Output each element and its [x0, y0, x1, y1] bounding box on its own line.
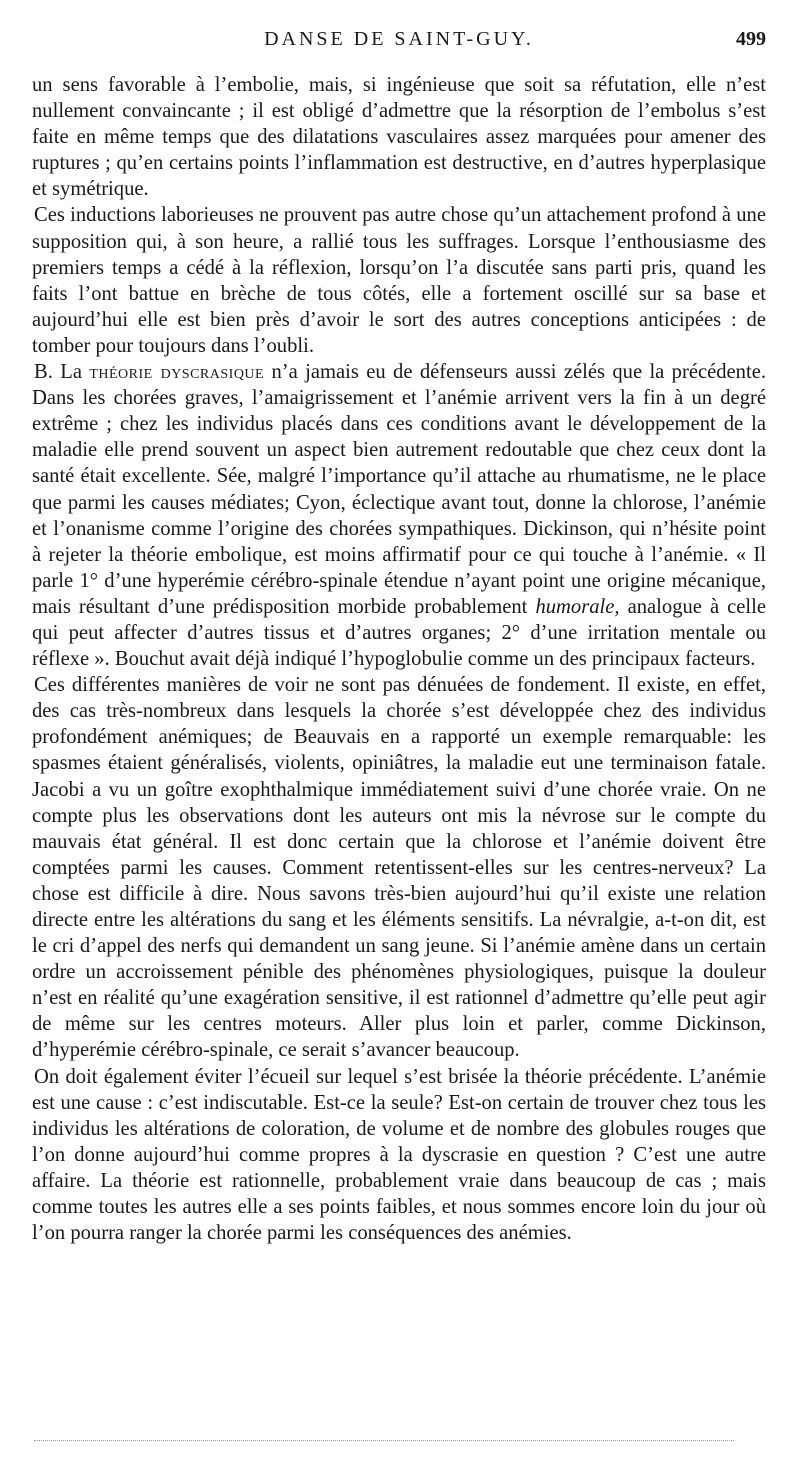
paragraph-conclusion: On doit également éviter l’écueil sur lequel s’est brisée la théorie précédente. L’anémie est une cause : c’est indiscutable. Est-ce la seule? Est-on certain de trouver chez tous les individus les altérations de coloration, de volume et de nombre des globules rouges que l’on donne aujourd’hui comme propres à la dyscrasie en question ? C’est une autre affaire. La théorie est rationnelle, probablement vraie dans beaucoup de cas ; mais comme toutes les autres elle a ses points faibles, et nous sommes encore loin du jour où l’on pourra ranger la chorée parmi les conséquences des anémies.: [32, 1065, 766, 1245]
theory-term: théorie dyscrasique: [89, 361, 265, 384]
section-letter: B. La: [34, 361, 82, 384]
book-page: [32, 28, 766, 1246]
page-number: 499: [736, 28, 766, 50]
paragraph-viewpoints: Ces différentes manières de voir ne sont pas dénuées de fondement. Il existe, en effet, des cas très-nombreux dans lesquels la chorée s’est développée chez des individus profondément anémiques; de Beauvais en a rapporté un exemple remarquable: les spasmes étaient généralisés, violents, opiniâtres, la maladie eut une terminaison fatale. Jacobi a vu un goître exophthalmique immédiatement suivi d’une chorée vraie. On ne compte plus les observations dont les auteurs ont mis la névrose sur le compte du mauvais état général. Il est donc certain que la chlorose et l’anémie doivent être comptées parmi les causes. Comment retentissent-elles sur les centres-nerveux? La chose est difficile à dire. Nous savons très-bien aujourd’hui qu’il existe une relation directe entre les altérations du sang et les éléments sensitifs. La névralgie, a-t-on dit, est le cri d’appel des nerfs qui demandent un sang jeune. Si l’anémie amène dans un certain ordre un accroissement pénible des phénomènes physiologiques, puisque la douleur n’est en réalité qu’une exagération sensitive, il est rationnel d’admettre qu’elle peut agir de même sur les centres moteurs. Aller plus loin et parler, comme Dickinson, d’hyperémie cérébro-spinale, ce serait s’avancer beaucoup.: [32, 674, 766, 1062]
paragraph-continuation: un sens favorable à l’embolie, mais, si ingénieuse que soit sa réfutation, elle n’est nullement convaincante ; il est obligé d’admettre que la résorption de l’embolus s’est faite en même temps que des dilatations vasculaires assez marquées pour amener des ruptures ; qu’en certains points l’inflammation est destructive, en d’autres hyperplasique et symétrique.: [32, 74, 766, 201]
emphasis-humorale: humorale,: [535, 595, 620, 618]
paragraph-dyscrasic-text-b: analogue à celle qui peut affecter d’autres tissus et d’autres organes; 2° d’une irritation mentale ou réflexe ». Bouchut avait déjà indiqué l’hypoglobulie comme un des principaux facteurs.: [32, 595, 766, 671]
body-text: [32, 72, 766, 1246]
paragraph-inductions: Ces inductions laborieuses ne prouvent pas autre chose qu’un attachement profond à une supposition qui, à son heure, a rallié tous les suffrages. Lorsque l’enthousiasme des premiers temps a cédé à la réflexion, lorsqu’on l’a discutée sans parti pris, quand les faits l’ont battue en brèche de tous côtés, elle a fortement oscillé sur sa base et aujourd’hui elle est bien près d’avoir le sort des autres conceptions anticipées : de tomber pour toujours dans l’oubli.: [32, 204, 766, 357]
footer-rule: [34, 1440, 734, 1441]
running-head: [32, 28, 766, 58]
paragraph-dyscrasic-text-a: n’a jamais eu de défenseurs aussi zélés que la précédente. Dans les chorées graves, l’amaigrissement et l’anémie arrivent vers la fin à un degré extrême ; chez les individus placés dans ces conditions avant le développement de la maladie elle prend souvent un aspect bien autrement redoutable que chez ceux dont la santé était excellente. Sée, malgré l’importance qu’il attache au rhumatisme, ne le place que parmi les causes médiates; Cyon, éclectique avant tout, donne la chlorose, l’anémie et l’onanisme comme l’origine des chorées sympathiques. Dickinson, qui n’hésite point à rejeter la théorie embolique, est moins affirmatif pour ce qui touche à l’anémie. « Il parle 1° d’une hyperémie cérébro-spinale étendue n’ayant point une origine mécanique, mais résultant d’une prédisposition morbide probablement: [32, 361, 766, 618]
paragraph-dyscrasic-theory: [32, 359, 766, 672]
running-title: DANSE DE SAINT-GUY.: [264, 28, 534, 50]
